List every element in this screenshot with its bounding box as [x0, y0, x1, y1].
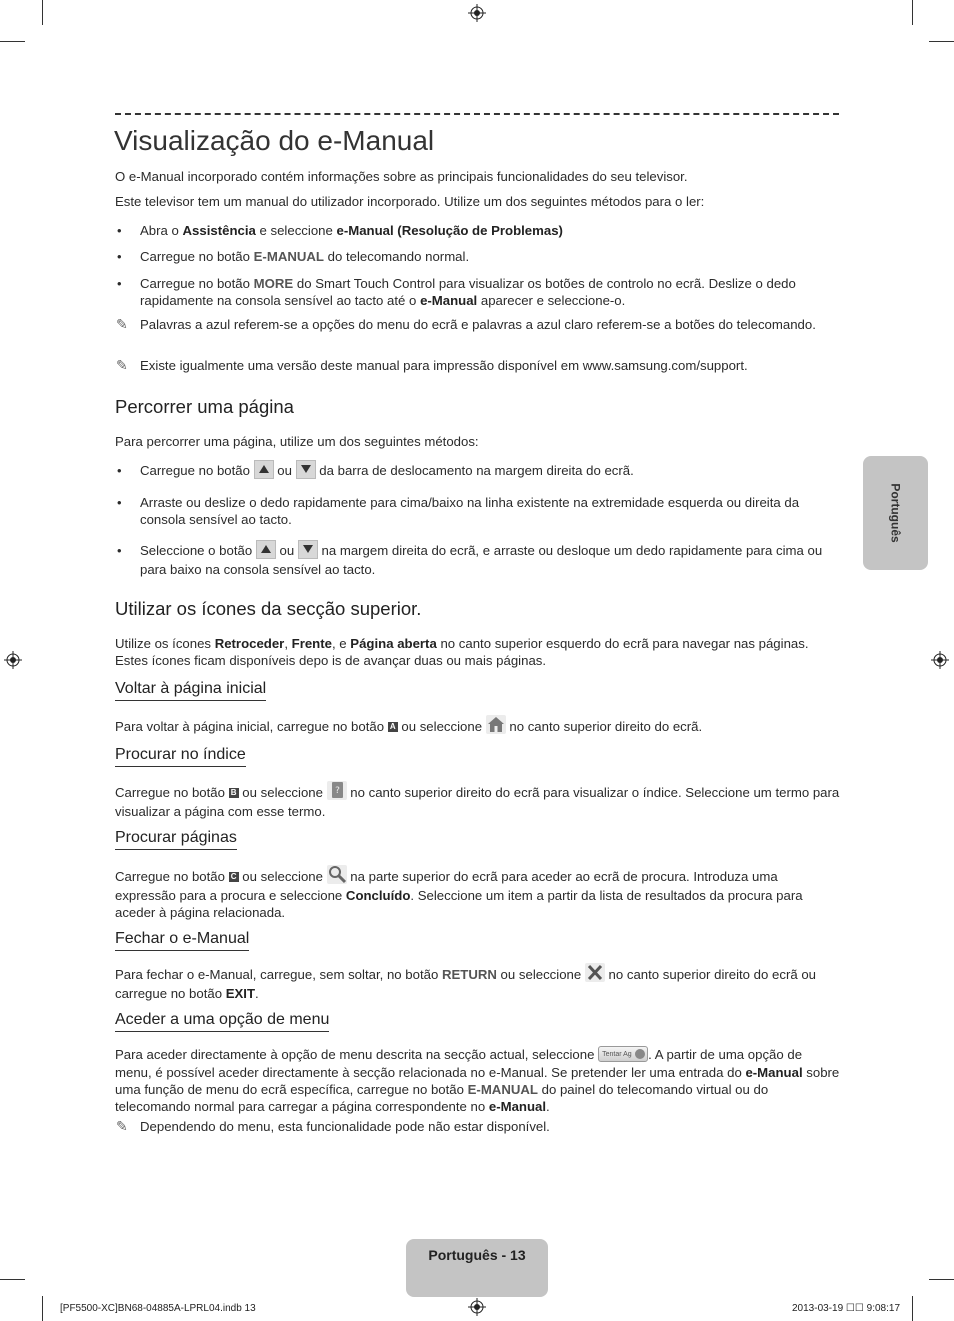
language-side-tab [863, 456, 928, 570]
subheading-search: Procurar páginas [115, 828, 237, 850]
scroll-bullet-3: Seleccione o botão ou na margem direita do ecrã, e arraste ou desloque um dedo rapidamente para cima ou para baixo na consola sensível ao tacto. [140, 542, 840, 578]
key-c-icon: C [229, 872, 239, 882]
close-icon [585, 963, 605, 982]
intro-paragraph-2: Este televisor tem um manual do utilizador incorporado. Utilize um dos seguintes métodos para o ler: [115, 194, 705, 209]
registration-mark-icon [4, 651, 22, 669]
index-icon [327, 781, 347, 800]
home-icon [486, 715, 506, 734]
play-icon [635, 1049, 645, 1059]
crop-mark [929, 1279, 954, 1280]
index-paragraph: Carregue no botão B ou seleccione ? no canto superior direito do ecrã para visualizar o índice. Seleccione um termo para visualizar a página com esse termo. [115, 784, 840, 820]
section-heading-scroll: Percorrer uma página [115, 396, 294, 417]
crop-mark [0, 1279, 25, 1280]
search-icon [327, 865, 347, 884]
menu-note: Dependendo do menu, esta funcionalidade pode não estar disponível. [140, 1119, 550, 1134]
crop-mark [0, 41, 25, 42]
subheading-close: Fechar o e-Manual [115, 929, 249, 951]
page-number-tab [406, 1239, 548, 1297]
scroll-bullet-2: Arraste ou deslize o dedo rapidamente para cima/baixo na linha existente na extremidade esquerda ou direita da consola sensível ao tacto. [140, 495, 800, 527]
pencil-note-icon: ✎ [116, 357, 128, 373]
close-paragraph: Para fechar o e-Manual, carregue, sem soltar, no botão RETURN ou seleccione no canto superior direito do ecrã ou carregue no botão EXIT. [115, 966, 840, 1002]
section-heading-icons: Utilizar os ícones da secção superior. [115, 598, 422, 619]
try-now-button: Tentar Ag [598, 1046, 648, 1062]
registration-mark-icon [468, 4, 486, 22]
arrow-up-icon [254, 460, 274, 479]
crop-mark [912, 0, 913, 25]
intro-paragraph-1: O e-Manual incorporado contém informações sobre as principais funcionalidades do seu televisor. [115, 169, 688, 184]
subheading-menu: Aceder a uma opção de menu [115, 1010, 329, 1032]
search-paragraph: Carregue no botão C ou seleccione na parte superior do ecrã para aceder ao ecrã de procura. Introduza uma expressão para a procura e seleccione Concluído. Seleccione um item a partir da lista de resultados da procura para aceder à página relacionada. [115, 868, 840, 921]
registration-mark-icon [931, 651, 949, 669]
crop-mark [42, 0, 43, 25]
svg-text:?: ? [334, 786, 340, 797]
bullet: • [117, 223, 122, 238]
page-title: Visualização do e-Manual [114, 125, 435, 156]
footer-date: 2013-03-19 ☐☐ 9:08:17 [792, 1303, 901, 1314]
home-paragraph: Para voltar à página inicial, carregue no botão A ou seleccione no canto superior direito do ecrã. [115, 718, 840, 737]
scroll-bullet-1: Carregue no botão ou da barra de deslocamento na margem direita do ecrã. [140, 462, 840, 481]
bullet: • [117, 543, 122, 558]
bullet: • [117, 276, 122, 291]
bullet: • [117, 463, 122, 478]
crop-mark [42, 1296, 43, 1321]
crop-mark [929, 41, 954, 42]
method-bullet-1: Abra o Assistência e seleccione e-Manual (Resolução de Problemas) [140, 223, 563, 238]
registration-mark-icon [468, 1298, 486, 1316]
subheading-index: Procurar no índice [115, 745, 246, 767]
key-b-icon: B [229, 788, 239, 798]
page-number-label: Português - 13 [428, 1247, 526, 1263]
note-1: Palavras a azul referem-se a opções do menu do ecrã e palavras a azul claro referem-se a botões do telecomando. [140, 317, 816, 332]
footer-file: [PF5500-XC]BN68-04885A-LPRL04.indb 13 [60, 1303, 256, 1314]
menu-paragraph: Para aceder directamente à opção de menu descrita na secção actual, seleccione Tentar Ag . A partir de uma opção de menu, é possível aceder directamente à secção relacionada no e-Manual. Se pretender ler uma entrada do e-Manual sobre uma função de menu do ecrã específica, carregue no botão E-MANUAL do painel do telecomando virtual ou do telecomando normal para carregar a página correspondente no e-Manual. [115, 1047, 840, 1114]
key-a-icon: A [388, 722, 398, 732]
subheading-home: Voltar à página inicial [115, 679, 266, 701]
bullet: • [117, 495, 122, 510]
arrow-down-icon [298, 540, 318, 559]
arrow-up-icon [256, 540, 276, 559]
icons-paragraph: Utilize os ícones Retroceder, Frente, e Página aberta no canto superior esquerdo do ecrã para navegar nas páginas. Estes ícones ficam disponíveis depo is de avançar duas ou mais páginas. [115, 636, 809, 668]
title-divider [115, 113, 839, 115]
bullet: • [117, 249, 122, 264]
crop-mark [912, 1296, 913, 1321]
scroll-intro: Para percorrer uma página, utilize um dos seguintes métodos: [115, 434, 479, 449]
method-bullet-2: Carregue no botão E-MANUAL do telecomando normal. [140, 249, 470, 264]
method-bullet-3: Carregue no botão MORE do Smart Touch Control para visualizar os botões de controlo no ecrã. Deslize o dedo rapidamente na consola sensível ao tacto até o e-Manual aparecer e seleccione-o. [140, 276, 796, 308]
side-tab-label: Português [888, 483, 903, 543]
note-2: Existe igualmente uma versão deste manual para impressão disponível em www.samsung.com/support. [140, 358, 748, 373]
pencil-note-icon: ✎ [116, 1118, 128, 1134]
pencil-note-icon: ✎ [116, 316, 128, 332]
arrow-down-icon [296, 460, 316, 479]
